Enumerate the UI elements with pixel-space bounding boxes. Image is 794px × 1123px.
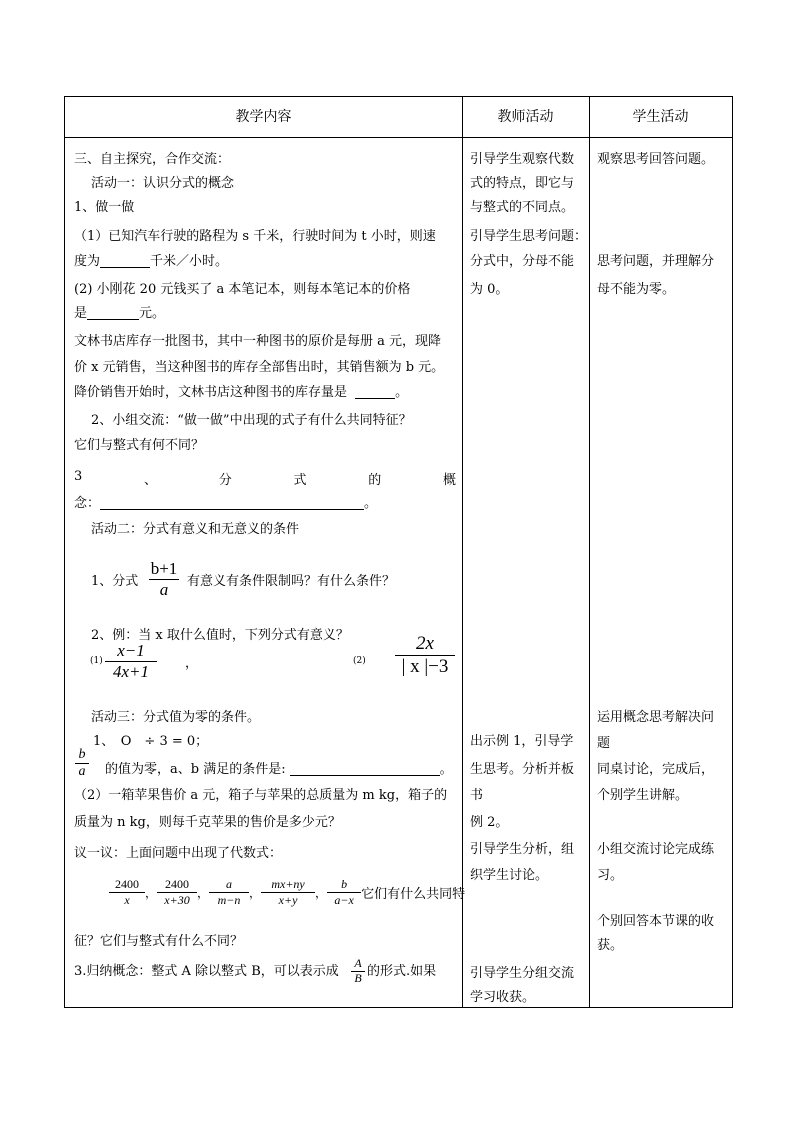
text: 度为 <box>74 254 101 269</box>
student-line: 个别回答本节课的收 <box>597 914 715 929</box>
expression-fraction <box>261 877 315 908</box>
numerator: mx+ny <box>271 877 305 891</box>
group-discussion: 2、小组交流：“做一做”中出现的式子有什么共同特征？ <box>91 413 412 428</box>
activity-one-title: 活动一：认识分式的概念 <box>91 176 235 191</box>
student-line: 个别学生讲解。 <box>597 788 689 803</box>
question-1-cont <box>74 255 228 268</box>
teacher-line: 引导学生分析，组 <box>470 842 575 857</box>
example-label-2: (2) <box>353 656 366 666</box>
apple-problem-2: 质量为 n kg，则每千克苹果的售价是多少元？ <box>74 815 341 830</box>
numerator: b <box>78 747 86 762</box>
fraction-example-2 <box>395 633 455 678</box>
denominator: a−x <box>334 893 354 907</box>
comma: ， <box>145 886 158 900</box>
denominator: x+30 <box>164 893 190 907</box>
concept-summary-b: 的形式.如果 <box>367 964 437 979</box>
text: 。 <box>395 385 409 400</box>
column-divider <box>462 97 463 1007</box>
discussion-question: 征？它们与整式有什么不同？ <box>74 934 244 949</box>
comma: ， <box>249 886 262 900</box>
text: 千米／小时。 <box>150 254 229 269</box>
bookstore-problem: 文林书店库存一批图书，其中一种图书的原价是每册 a 元，现降 <box>74 334 442 349</box>
teacher-line: 引导学生思考问题： <box>470 229 588 244</box>
section-title: 三、自主探究，合作交流： <box>74 152 231 167</box>
bookstore-problem-2: 价 x 元销售，当这种图书的库存全部售出时，其销售额为 b 元。 <box>74 360 445 375</box>
denominator: | x |−3 <box>401 655 449 677</box>
numerator: A <box>354 956 362 970</box>
numerator: x−1 <box>117 641 145 660</box>
text: 3 <box>74 469 83 484</box>
denominator: m−n <box>217 893 241 907</box>
fraction-b-over-a <box>75 747 89 780</box>
do-it-title: 1、做一做 <box>74 200 135 215</box>
numerator: b <box>341 877 348 891</box>
example-question: 2、例：当 x 取什么值时，下列分式有意义？ <box>91 628 349 643</box>
bookstore-problem-3 <box>74 386 408 399</box>
denominator: x <box>124 893 130 907</box>
student-line: 习。 <box>597 868 624 883</box>
text: 、 <box>144 473 158 488</box>
text: 的 <box>368 473 382 488</box>
apple-problem: （2）一箱苹果售价 a 元，箱子与苹果的总质量为 m kg，箱子的 <box>74 788 448 803</box>
expression-fraction <box>157 877 197 908</box>
denominator: 4x+1 <box>112 661 150 681</box>
student-line: 运用概念思考解决问 <box>597 710 715 725</box>
denominator: a <box>159 579 169 599</box>
teacher-line: 书 <box>470 788 484 803</box>
concept-heading <box>74 469 456 488</box>
numerator: 2x <box>416 633 434 654</box>
text: 它们有什么共同特 <box>361 887 466 902</box>
denominator: x+y <box>278 893 298 907</box>
student-line: 母不能为零。 <box>597 282 676 297</box>
example-label-1: (1) <box>90 656 103 666</box>
answer-blank <box>355 386 395 399</box>
teacher-line: 分式中，分母不能 <box>470 254 575 269</box>
answer-blank <box>87 307 139 320</box>
teacher-line: 生思考。分析并板 <box>470 762 575 777</box>
fraction-b-plus-1-over-a <box>149 559 179 599</box>
group-discussion-2: 它们与整式有何不同？ <box>74 438 205 453</box>
teacher-line: 与整式的不同点。 <box>470 200 575 215</box>
teacher-line: 织学生讨论。 <box>470 868 549 883</box>
text: 概 <box>442 473 456 488</box>
comma: ， <box>315 886 328 900</box>
teacher-line: 式的特点，即它与 <box>470 176 575 191</box>
question-2: (2) 小刚花 20 元钱买了 a 本笔记本，则每本笔记本的价格 <box>74 282 411 297</box>
discussion-prompt: 议一议：上面问题中出现了代数式： <box>74 846 283 861</box>
student-line: 观察思考回答问题。 <box>597 152 715 167</box>
fraction-question-b: 有意义有条件限制吗？有什么条件？ <box>187 574 396 589</box>
text: 。 <box>439 762 453 777</box>
column-divider <box>589 97 590 1007</box>
expression-fraction <box>209 877 249 908</box>
teacher-line: 例 2。 <box>470 815 509 830</box>
comma: ， <box>185 656 199 671</box>
text: 降价销售开始时，文林书店这种图书的库存量是 <box>74 385 348 400</box>
text: 分 <box>218 473 232 488</box>
question-2-cont <box>74 307 165 320</box>
fraction-a-over-b <box>351 957 365 986</box>
text: 式 <box>293 473 307 488</box>
answer-blank <box>290 763 440 776</box>
numerator: b+1 <box>150 559 178 578</box>
text: 的值为零，a、b 满足的条件是: <box>105 762 286 777</box>
student-line: 小组交流讨论完成练 <box>597 842 715 857</box>
student-line: 获。 <box>597 938 624 953</box>
answer-blank <box>100 497 364 510</box>
answer-blank <box>100 255 150 268</box>
text: 。 <box>364 496 378 511</box>
text: 元。 <box>139 306 166 321</box>
activity-two-title: 活动二：分式有意义和无意义的条件 <box>91 522 300 537</box>
fraction-example-1 <box>105 641 157 681</box>
fraction-question-a: 1、分式 <box>91 574 139 589</box>
header-student: 学生活动 <box>632 109 689 125</box>
denominator: a <box>78 764 86 780</box>
question-1: （1）已知汽车行驶的路程为 s 千米，行驶时间为 t 小时，则速 <box>74 229 436 244</box>
numerator: 2400 <box>115 877 139 891</box>
algebraic-expressions <box>109 877 465 908</box>
lesson-table <box>64 96 733 1008</box>
numerator: a <box>226 877 233 891</box>
teacher-line: 学习收获。 <box>470 990 536 1005</box>
comma: ， <box>197 886 210 900</box>
expression-fraction <box>327 877 361 908</box>
expression-fraction <box>109 877 145 908</box>
zero-condition-text <box>105 763 453 776</box>
student-line: 思考问题，并理解分 <box>597 254 715 269</box>
teacher-line: 引导学生观察代数 <box>470 152 575 167</box>
header-content: 教学内容 <box>235 109 292 125</box>
teacher-line: 为 0。 <box>470 282 509 297</box>
text: 念： <box>74 496 101 511</box>
teacher-line: 引导学生分组交流 <box>470 966 575 981</box>
header-teacher: 教师活动 <box>497 109 554 125</box>
denominator: B <box>354 970 362 985</box>
student-line: 题 <box>597 736 611 751</box>
zero-condition-1: 1、 O ÷ 3 = 0； <box>93 734 209 749</box>
concept-definition <box>74 497 377 510</box>
text: 是 <box>74 306 88 321</box>
student-line: 同桌讨论，完成后， <box>597 762 715 777</box>
header-divider <box>65 137 732 138</box>
numerator: 2400 <box>165 877 190 891</box>
activity-three-title: 活动三：分式值为零的条件。 <box>91 710 261 725</box>
concept-summary-a: 3.归纳概念：整式 A 除以整式 B，可以表示成 <box>74 964 339 979</box>
teacher-line: 出示例 1，引导学 <box>470 734 574 749</box>
